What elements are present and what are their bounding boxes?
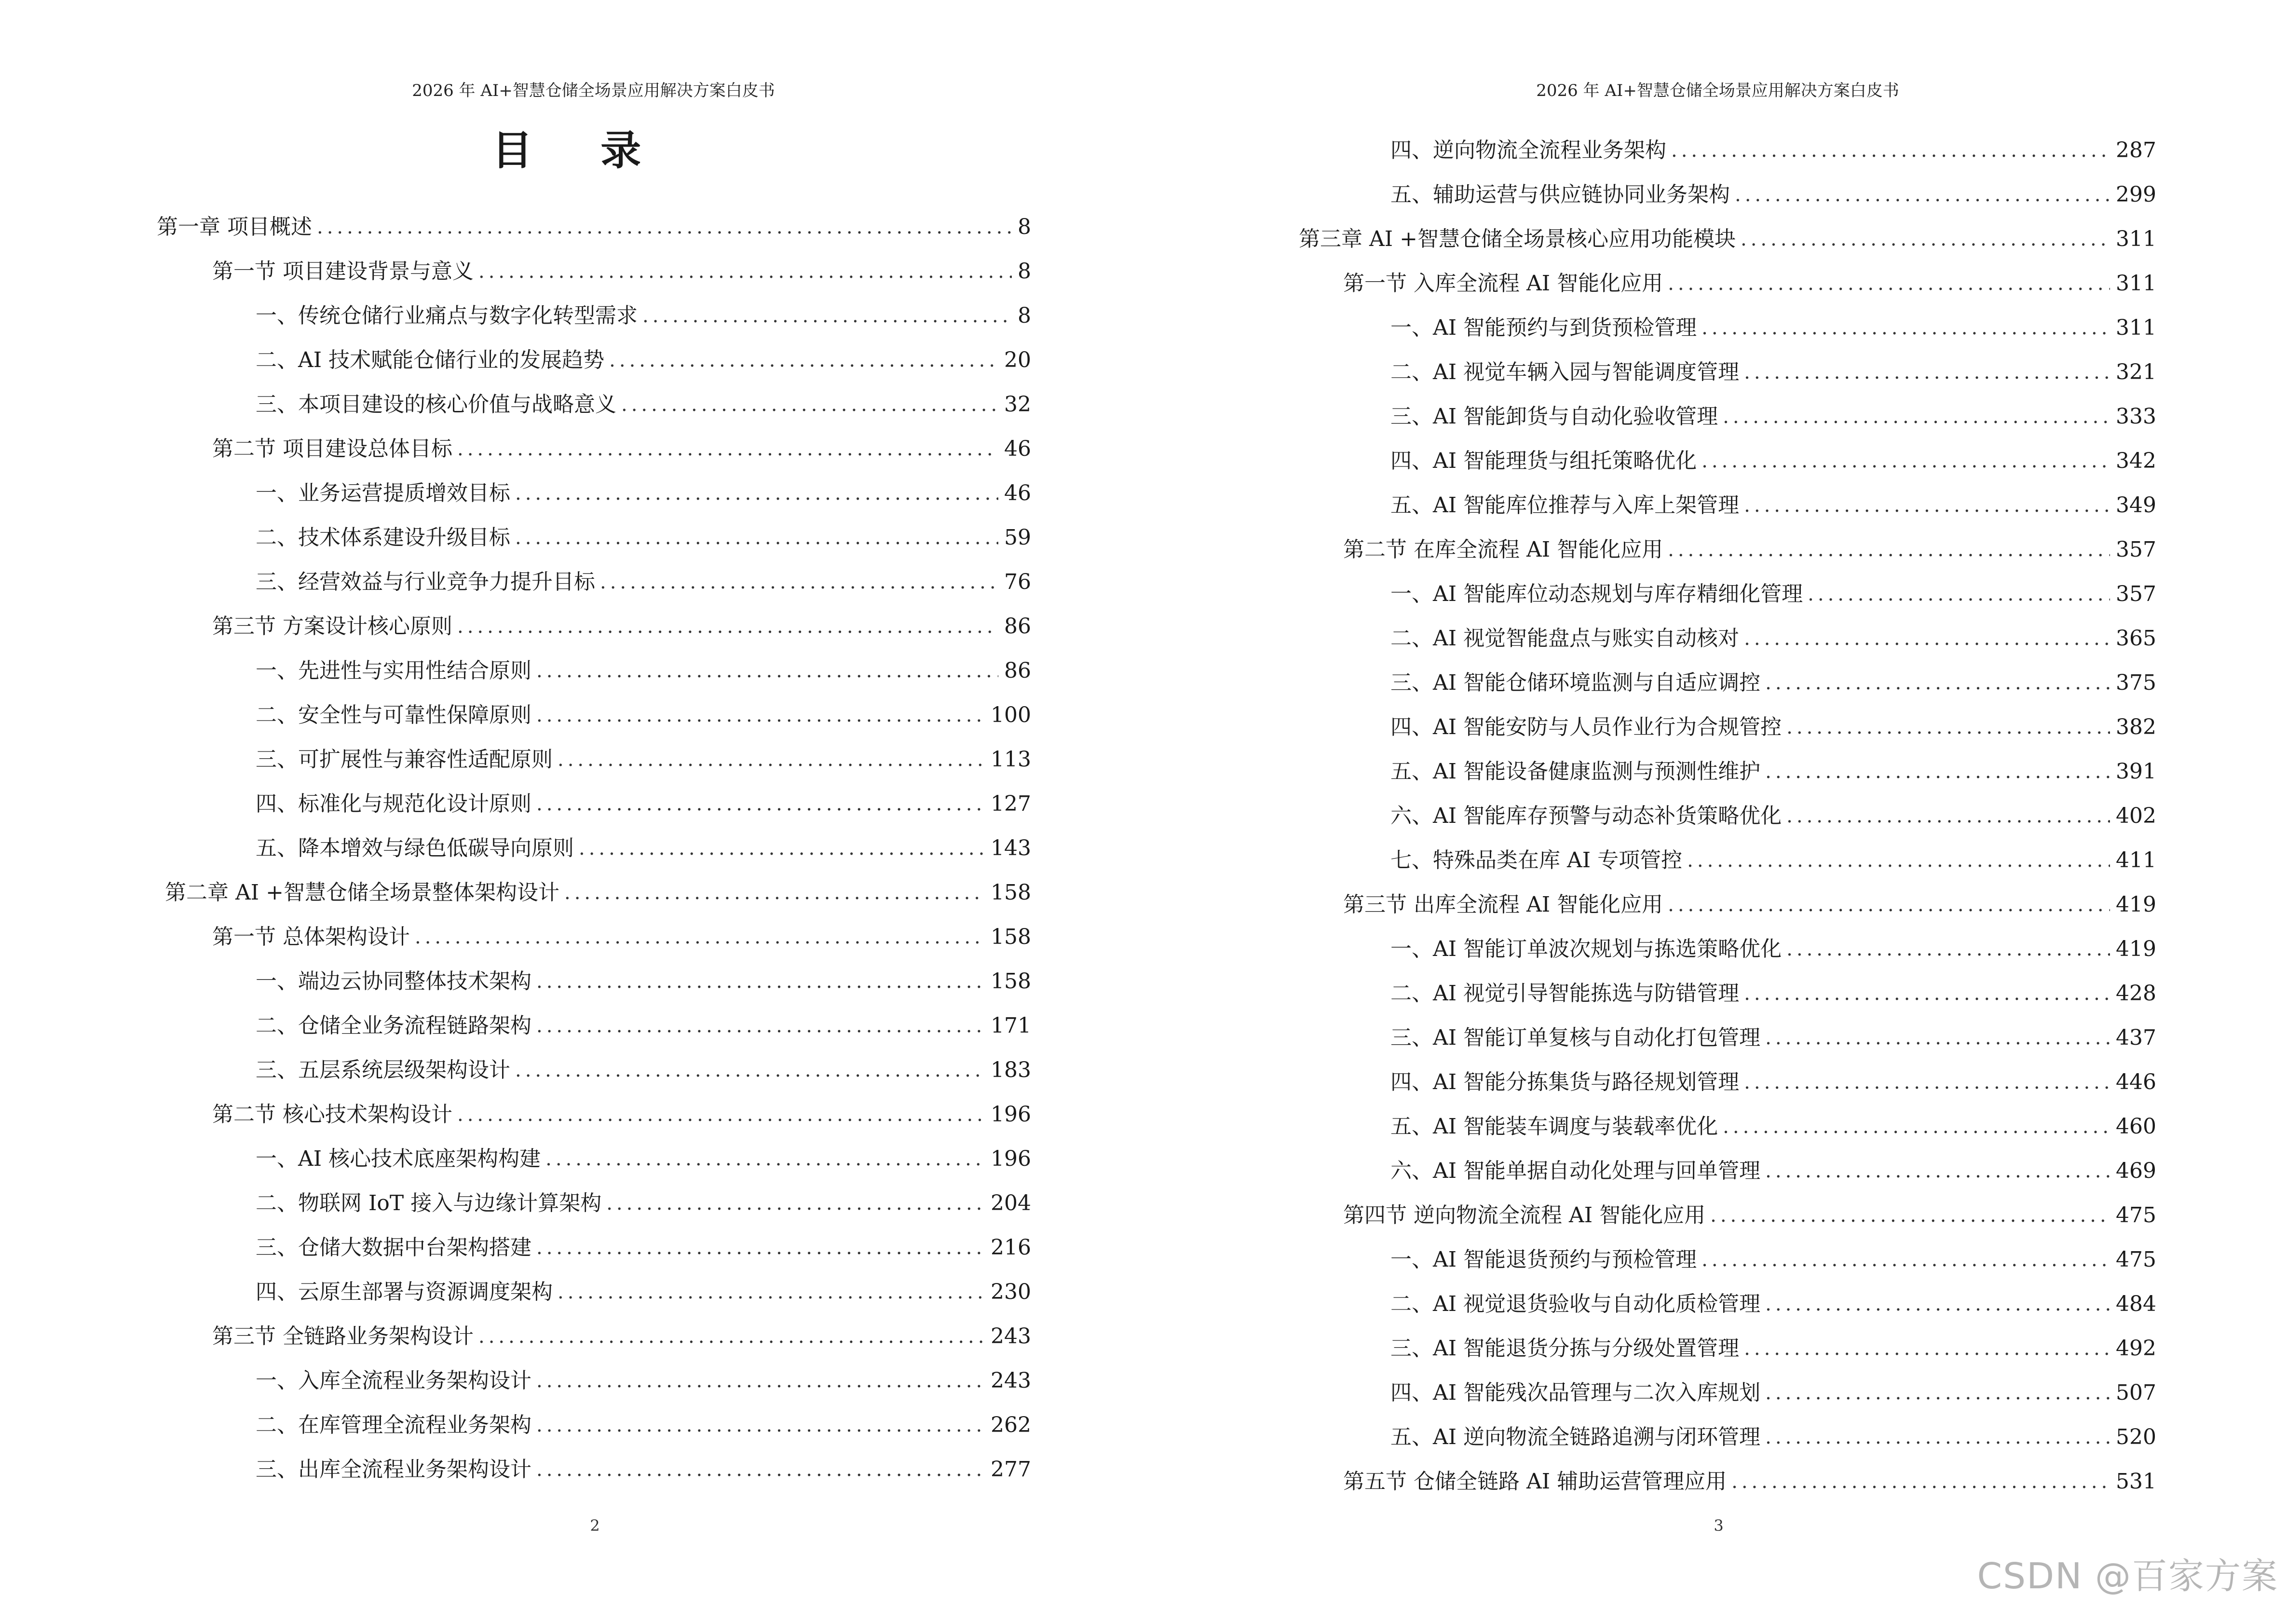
toc-entry[interactable] — [0, 1128, 1042, 1172]
toc-entry-page: 8 — [1018, 259, 1031, 284]
toc-entry-page: 437 — [2116, 1025, 2156, 1050]
dot-leader — [1744, 1336, 2110, 1362]
toc-entry-page: 243 — [991, 1368, 1031, 1393]
toc-entry[interactable] — [1144, 1140, 2176, 1184]
toc-entry-label: 五、AI 智能库位推荐与入库上架管理 — [1390, 493, 1740, 518]
toc-entry[interactable] — [1144, 1184, 2176, 1228]
toc-entry[interactable] — [0, 861, 1042, 906]
dot-leader — [415, 924, 985, 950]
toc-entry[interactable] — [1144, 208, 2176, 252]
toc-entry-label: 一、端边云协同整体技术架构 — [256, 969, 531, 994]
toc-entry-label: 第二节 核心技术架构设计 — [212, 1102, 452, 1127]
toc-entry-page: 321 — [2116, 360, 2156, 384]
toc-entry-label: 三、AI 智能订单复核与自动化打包管理 — [1390, 1025, 1761, 1050]
dot-leader — [1765, 1424, 2110, 1450]
toc-entry-label: 第五节 仓储全链路 AI 辅助运营管理应用 — [1343, 1469, 1727, 1494]
toc-entry-label: 一、AI 智能退货预约与预检管理 — [1390, 1247, 1697, 1272]
dot-leader — [536, 702, 985, 728]
toc-entry[interactable] — [0, 1216, 1042, 1261]
dot-leader — [1765, 670, 2110, 696]
dot-leader — [642, 303, 1012, 329]
dot-leader — [1744, 492, 2110, 519]
toc-entry-page: 230 — [991, 1280, 1031, 1304]
toc-entry-page: 20 — [1004, 348, 1031, 372]
toc-list-right — [1144, 119, 2176, 1495]
toc-entry[interactable] — [1144, 1228, 2176, 1273]
toc-entry-label: 七、特殊品类在库 AI 专项管控 — [1390, 848, 1683, 873]
toc-entry-page: 333 — [2116, 404, 2156, 429]
toc-entry-label: 一、AI 智能库位动态规划与库存精细化管理 — [1390, 582, 1803, 606]
toc-entry[interactable] — [1144, 740, 2176, 785]
toc-entry-page: 311 — [2116, 227, 2156, 251]
toc-entry[interactable] — [1144, 1362, 2176, 1406]
toc-entry-page: 86 — [1004, 614, 1031, 639]
toc-entry[interactable] — [0, 1350, 1042, 1394]
toc-entry-page: 143 — [991, 836, 1031, 860]
toc-entry[interactable] — [1144, 1095, 2176, 1140]
toc-entry[interactable] — [1144, 252, 2176, 297]
toc-entry-label: 第一章 项目概述 — [157, 215, 312, 239]
toc-entry-page: 183 — [991, 1058, 1031, 1082]
toc-entry-label: 三、经营效益与行业竞争力提升目标 — [256, 570, 595, 594]
dot-leader — [1731, 1469, 2110, 1495]
toc-entry-page: 76 — [1004, 570, 1031, 594]
toc-entry[interactable] — [1144, 829, 2176, 873]
toc-entry-page: 204 — [991, 1191, 1031, 1215]
toc-entry-page: 262 — [991, 1413, 1031, 1437]
toc-entry[interactable] — [1144, 1007, 2176, 1051]
dot-leader — [1744, 359, 2110, 385]
toc-entry-label: 三、AI 智能退货分拣与分级处置管理 — [1390, 1336, 1740, 1361]
toc-entry-label: 六、AI 智能库存预警与动态补货策略优化 — [1390, 804, 1782, 828]
toc-entry-page: 311 — [2116, 315, 2156, 340]
toc-entry-page: 492 — [2116, 1336, 2156, 1361]
toc-entry[interactable] — [0, 551, 1042, 595]
toc-entry-page: 311 — [2116, 271, 2156, 296]
toc-entry-label: 五、AI 智能装车调度与装载率优化 — [1390, 1114, 1718, 1139]
toc-entry-label: 一、AI 核心技术底座架构构建 — [256, 1146, 541, 1171]
dot-leader — [478, 259, 1012, 285]
toc-entry-page: 531 — [2116, 1469, 2156, 1494]
toc-entry-label: 二、AI 技术赋能仓储行业的发展趋势 — [256, 348, 605, 372]
toc-entry[interactable] — [1144, 1051, 2176, 1095]
toc-entry[interactable] — [0, 595, 1042, 640]
dot-leader — [536, 1368, 985, 1394]
toc-entry-page: 216 — [991, 1235, 1031, 1260]
toc-entry[interactable] — [0, 418, 1042, 462]
toc-entry-page: 349 — [2116, 493, 2156, 518]
toc-entry[interactable] — [0, 773, 1042, 817]
toc-entry-label: 三、AI 智能卸货与自动化验收管理 — [1390, 404, 1718, 429]
dot-leader — [515, 1057, 985, 1083]
dot-leader — [564, 880, 985, 906]
toc-entry[interactable] — [1144, 164, 2176, 208]
toc-entry-label: 第二节 在库全流程 AI 智能化应用 — [1343, 537, 1663, 562]
toc-entry-page: 475 — [2116, 1203, 2156, 1228]
dot-leader — [1741, 226, 2110, 252]
toc-entry-label: 三、可扩展性与兼容性适配原则 — [256, 747, 553, 772]
dot-leader — [1668, 537, 2110, 563]
toc-entry[interactable] — [0, 196, 1042, 240]
toc-entry-label: 二、安全性与可靠性保障原则 — [256, 703, 531, 727]
toc-entry-page: 484 — [2116, 1292, 2156, 1316]
dot-leader — [1744, 981, 2110, 1007]
dot-leader — [317, 214, 1012, 240]
toc-entry-page: 127 — [991, 792, 1031, 816]
page-number: 3 — [1714, 1516, 1724, 1535]
dot-leader — [558, 747, 985, 773]
toc-entry-page: 46 — [1004, 437, 1031, 461]
dot-leader — [1765, 759, 2110, 785]
toc-entry[interactable] — [0, 1394, 1042, 1438]
toc-entry-page: 32 — [1004, 392, 1031, 417]
toc-entry-label: 第一节 入库全流程 AI 智能化应用 — [1343, 271, 1663, 296]
toc-entry[interactable] — [0, 1438, 1042, 1483]
toc-entry-label: 第三章 AI +智慧仓储全场景核心应用功能模块 — [1299, 227, 1736, 251]
dot-leader — [1687, 847, 2110, 873]
dot-leader — [536, 1235, 985, 1261]
toc-entry[interactable] — [1144, 297, 2176, 341]
toc-entry-page: 419 — [2116, 892, 2156, 917]
toc-entry-label: 二、AI 视觉智能盘点与账实自动核对 — [1390, 626, 1740, 651]
toc-entry-page: 365 — [2116, 626, 2156, 651]
toc-entry-label: 三、出库全流程业务架构设计 — [256, 1457, 531, 1482]
dot-leader — [1710, 1202, 2110, 1228]
toc-entry-page: 277 — [991, 1457, 1031, 1482]
toc-entry-page: 428 — [2116, 981, 2156, 1006]
toc-entry[interactable] — [0, 1172, 1042, 1216]
toc-entry-label: 二、物联网 IoT 接入与边缘计算架构 — [256, 1191, 602, 1215]
toc-entry-label: 第三节 方案设计核心原则 — [212, 614, 452, 639]
toc-entry-page: 243 — [991, 1324, 1031, 1349]
toc-entry[interactable] — [0, 1039, 1042, 1083]
dot-leader — [1735, 182, 2110, 208]
toc-entry-page: 411 — [2116, 848, 2156, 873]
toc-entry-label: 五、AI 智能设备健康监测与预测性维护 — [1390, 759, 1761, 784]
dot-leader — [1668, 892, 2110, 918]
running-header: 2026 年 AI+智慧仓储全场景应用解决方案白皮书 — [1536, 81, 1899, 100]
toc-entry-label: 四、逆向物流全流程业务架构 — [1390, 138, 1666, 163]
toc-entry[interactable] — [1144, 341, 2176, 385]
toc-entry-label: 一、传统仓储行业痛点与数字化转型需求 — [256, 303, 638, 328]
toc-entry-page: 171 — [991, 1013, 1031, 1038]
toc-entry[interactable] — [1144, 873, 2176, 918]
dot-leader — [621, 392, 998, 418]
toc-entry[interactable] — [1144, 1317, 2176, 1362]
toc-entry[interactable] — [1144, 652, 2176, 696]
toc-entry[interactable] — [1144, 474, 2176, 519]
toc-entry-label: 四、AI 智能理货与组托策略优化 — [1390, 449, 1697, 473]
running-header: 2026 年 AI+智慧仓储全场景应用解决方案白皮书 — [412, 81, 775, 100]
toc-entry-label: 三、AI 智能仓储环境监测与自适应调控 — [1390, 670, 1761, 695]
dot-leader — [536, 969, 985, 995]
toc-entry-label: 二、AI 视觉退货验收与自动化质检管理 — [1390, 1292, 1761, 1316]
toc-entry[interactable] — [1144, 1273, 2176, 1317]
toc-entry-page: 113 — [991, 747, 1031, 772]
toc-entry-page: 100 — [991, 703, 1031, 727]
toc-entry-label: 一、入库全流程业务架构设计 — [256, 1368, 531, 1393]
toc-entry-label: 第一节 总体架构设计 — [212, 925, 410, 949]
toc-entry[interactable] — [1144, 696, 2176, 740]
toc-entry[interactable] — [1144, 918, 2176, 962]
dot-leader — [536, 1412, 985, 1438]
toc-entry-label: 一、AI 智能订单波次规划与拣选策略优化 — [1390, 937, 1782, 961]
toc-entry-label: 二、技术体系建设升级目标 — [256, 525, 510, 550]
toc-entry-label: 四、标准化与规范化设计原则 — [256, 792, 531, 816]
dot-leader — [609, 347, 998, 373]
toc-entry[interactable] — [1144, 1406, 2176, 1450]
toc-entry-label: 第三节 出库全流程 AI 智能化应用 — [1343, 892, 1663, 917]
toc-entry-page: 382 — [2116, 715, 2156, 739]
dot-leader — [1702, 315, 2110, 341]
toc-entry-label: 第一节 项目建设背景与意义 — [212, 259, 474, 284]
dot-leader — [1765, 1158, 2110, 1184]
dot-leader — [457, 1102, 985, 1128]
toc-entry-label: 三、五层系统层级架构设计 — [256, 1058, 510, 1082]
dot-leader — [457, 614, 998, 640]
toc-entry-page: 287 — [2116, 138, 2156, 163]
toc-entry-label: 四、AI 智能安防与人员作业行为合规管控 — [1390, 715, 1782, 739]
toc-entry[interactable] — [0, 285, 1042, 329]
dot-leader — [606, 1190, 985, 1216]
dot-leader — [545, 1146, 985, 1172]
dot-leader — [1786, 714, 2110, 740]
toc-entry-label: 第二章 AI +智慧仓储全场景整体架构设计 — [165, 880, 559, 905]
toc-entry[interactable] — [1144, 519, 2176, 563]
toc-entry[interactable] — [1144, 119, 2176, 164]
dot-leader — [1723, 1114, 2110, 1140]
dot-leader — [558, 1279, 985, 1305]
toc-entry[interactable] — [0, 506, 1042, 551]
toc-entry-page: 446 — [2116, 1070, 2156, 1094]
toc-entry[interactable] — [0, 995, 1042, 1039]
dot-leader — [1702, 448, 2110, 474]
toc-entry-label: 三、本项目建设的核心价值与战略意义 — [256, 392, 616, 417]
dot-leader — [536, 791, 985, 817]
toc-entry-label: 二、仓储全业务流程链路架构 — [256, 1013, 531, 1038]
toc-entry-label: 五、降本增效与绿色低碳导向原则 — [256, 836, 574, 860]
dot-leader — [536, 1457, 985, 1483]
toc-entry-label: 四、云原生部署与资源调度架构 — [256, 1280, 553, 1304]
toc-entry-label: 一、业务运营提质增效目标 — [256, 481, 510, 505]
toc-entry-page: 158 — [991, 925, 1031, 949]
toc-entry-page: 357 — [2116, 537, 2156, 562]
toc-entry-page: 520 — [2116, 1425, 2156, 1449]
dot-leader — [1671, 137, 2110, 164]
right-page — [1144, 0, 2287, 1624]
toc-entry-page: 402 — [2116, 804, 2156, 828]
toc-entry[interactable] — [0, 1305, 1042, 1350]
dot-leader — [1668, 271, 2110, 297]
toc-entry-page: 507 — [2116, 1380, 2156, 1405]
toc-entry[interactable] — [0, 906, 1042, 950]
dot-leader — [457, 436, 998, 462]
dot-leader — [515, 480, 998, 506]
dot-leader — [536, 1013, 985, 1039]
toc-entry[interactable] — [0, 728, 1042, 773]
toc-entry-label: 一、先进性与实用性结合原则 — [256, 658, 531, 683]
toc-entry-label: 五、辅助运营与供应链协同业务架构 — [1390, 182, 1730, 207]
toc-entry[interactable] — [1144, 785, 2176, 829]
toc-entry-label: 三、仓储大数据中台架构搭建 — [256, 1235, 531, 1260]
toc-entry-page: 158 — [991, 880, 1031, 905]
dot-leader — [579, 835, 985, 861]
dot-leader — [515, 525, 998, 551]
toc-entry-page: 8 — [1018, 303, 1031, 328]
toc-entry[interactable] — [1144, 385, 2176, 430]
toc-entry-page: 475 — [2116, 1247, 2156, 1272]
dot-leader — [1765, 1380, 2110, 1406]
toc-entry[interactable] — [0, 329, 1042, 373]
dot-leader — [1786, 803, 2110, 829]
dot-leader — [1808, 581, 2110, 607]
toc-entry[interactable] — [0, 373, 1042, 418]
toc-entry-label: 第三节 全链路业务架构设计 — [212, 1324, 474, 1349]
toc-entry-page: 86 — [1004, 658, 1031, 683]
dot-leader — [536, 658, 998, 684]
watermark: CSDN @百家方案 — [1977, 1556, 2278, 1597]
toc-entry-label: 六、AI 智能单据自动化处理与回单管理 — [1390, 1159, 1761, 1183]
toc-entry-page: 46 — [1004, 481, 1031, 505]
toc-entry-label: 第二节 项目建设总体目标 — [212, 437, 452, 461]
toc-entry-page: 357 — [2116, 582, 2156, 606]
toc-entry-label: 二、AI 视觉车辆入园与智能调度管理 — [1390, 360, 1740, 384]
toc-entry-label: 四、AI 智能分拣集货与路径规划管理 — [1390, 1070, 1740, 1094]
dot-leader — [1723, 404, 2110, 430]
toc-entry-page: 196 — [991, 1146, 1031, 1171]
toc-entry[interactable] — [1144, 962, 2176, 1007]
toc-entry-label: 第四节 逆向物流全流程 AI 智能化应用 — [1343, 1203, 1706, 1228]
toc-entry[interactable] — [0, 950, 1042, 995]
toc-entry-page: 419 — [2116, 937, 2156, 961]
toc-entry-page: 299 — [2116, 182, 2156, 207]
toc-entry[interactable] — [1144, 607, 2176, 652]
dot-leader — [1786, 936, 2110, 962]
dot-leader — [1744, 626, 2110, 652]
toc-entry[interactable] — [0, 817, 1042, 861]
dot-leader — [478, 1324, 985, 1350]
toc-entry-page: 196 — [991, 1102, 1031, 1127]
toc-entry[interactable] — [1144, 1450, 2176, 1495]
toc-entry-label: 二、AI 视觉引导智能拣选与防错管理 — [1390, 981, 1740, 1006]
dot-leader — [1765, 1025, 2110, 1051]
toc-entry[interactable] — [0, 240, 1042, 285]
toc-entry-page: 158 — [991, 969, 1031, 994]
toc-entry-page: 375 — [2116, 670, 2156, 695]
toc-entry[interactable] — [0, 1083, 1042, 1128]
toc-entry-page: 59 — [1004, 525, 1031, 550]
toc-entry[interactable] — [0, 1261, 1042, 1305]
dot-leader — [1702, 1247, 2110, 1273]
toc-entry[interactable] — [0, 640, 1042, 684]
toc-entry-page: 342 — [2116, 449, 2156, 473]
toc-entry-page: 391 — [2116, 759, 2156, 784]
toc-entry-label: 五、AI 逆向物流全链路追溯与闭环管理 — [1390, 1425, 1761, 1449]
toc-entry[interactable] — [0, 462, 1042, 506]
toc-list-left — [0, 196, 1042, 1483]
toc-entry-page: 460 — [2116, 1114, 2156, 1139]
toc-entry[interactable] — [1144, 563, 2176, 607]
toc-entry-label: 一、AI 智能预约与到货预检管理 — [1390, 315, 1697, 340]
page-number: 2 — [590, 1516, 600, 1535]
toc-entry[interactable] — [0, 684, 1042, 728]
dot-leader — [1744, 1069, 2110, 1095]
dot-leader — [1765, 1291, 2110, 1317]
toc-entry-label: 二、在库管理全流程业务架构 — [256, 1413, 531, 1437]
dot-leader — [600, 569, 998, 595]
toc-entry-label: 四、AI 智能残次品管理与二次入库规划 — [1390, 1380, 1761, 1405]
toc-entry[interactable] — [1144, 430, 2176, 474]
toc-entry-page: 8 — [1018, 215, 1031, 239]
toc-title: 目 录 — [492, 127, 668, 174]
toc-entry-page: 469 — [2116, 1159, 2156, 1183]
